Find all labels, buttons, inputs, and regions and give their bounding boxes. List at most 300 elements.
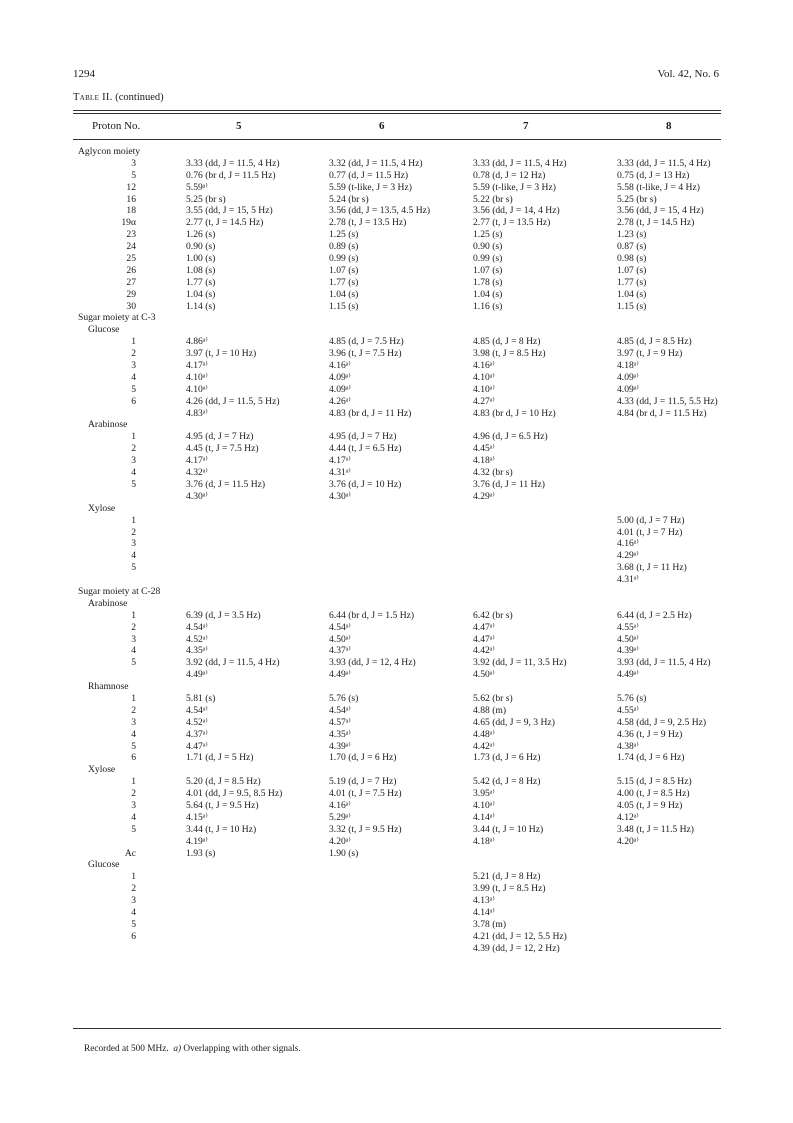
shift-compound-6: 3.96 (t, J = 7.5 Hz): [329, 348, 402, 360]
shift-compound-5: 4.83ᵃ⁾: [186, 407, 208, 419]
table-row: [0, 907, 793, 919]
proton-number: 3: [131, 799, 136, 811]
shift-compound-8: 0.98 (s): [617, 253, 647, 265]
table-row: [0, 859, 793, 871]
shift-compound-7: 4.42ᵃ⁾: [473, 645, 495, 657]
shift-compound-8: 4.39ᵃ⁾: [617, 645, 639, 657]
shift-compound-5: 1.77 (s): [186, 276, 216, 288]
table-row: [0, 479, 793, 491]
shift-compound-5: 4.26 (dd, J = 11.5, 5 Hz): [186, 395, 280, 407]
shift-compound-8: 3.68 (t, J = 11 Hz): [617, 562, 687, 574]
table-row: [0, 919, 793, 931]
shift-compound-8: 4.05 (t, J = 9 Hz): [617, 799, 683, 811]
shift-compound-6: 4.54ᵃ⁾: [329, 704, 351, 716]
table-row: [0, 657, 793, 669]
table-row: [0, 372, 793, 384]
shift-compound-7: 4.50ᵃ⁾: [473, 669, 495, 681]
table-row: [0, 241, 793, 253]
table-caption-continued: (continued): [115, 92, 164, 103]
proton-number: 5: [131, 562, 136, 574]
shift-compound-5: 1.08 (s): [186, 264, 216, 276]
shift-compound-5: 1.00 (s): [186, 253, 216, 265]
shift-compound-5: 0.76 (br d, J = 11.5 Hz): [186, 169, 276, 181]
proton-number: 3: [131, 538, 136, 550]
shift-compound-6: 0.89 (s): [329, 241, 359, 253]
shift-compound-6: 5.24 (br s): [329, 193, 369, 205]
table-footnote: [84, 1044, 301, 1054]
shift-compound-6: 1.90 (s): [329, 847, 359, 859]
table-row: [0, 848, 793, 860]
shift-compound-8: 5.58 (t-like, J = 4 Hz): [617, 181, 700, 193]
table-row: [0, 443, 793, 455]
shift-compound-6: 4.95 (d, J = 7 Hz): [329, 431, 397, 443]
shift-compound-5: 5.81 (s): [186, 692, 216, 704]
proton-number: 1: [131, 871, 136, 883]
shift-compound-8: 5.25 (br s): [617, 193, 657, 205]
shift-compound-7: 3.95ᵃ⁾: [473, 788, 495, 800]
table-row: [0, 788, 793, 800]
shift-compound-5: 4.52ᵃ⁾: [186, 633, 208, 645]
shift-compound-5: 5.59ᵃ⁾: [186, 181, 208, 193]
proton-number: 6: [131, 752, 136, 764]
table-row: [0, 634, 793, 646]
shift-compound-8: 1.77 (s): [617, 276, 647, 288]
shift-compound-6: 4.09ᵃ⁾: [329, 371, 351, 383]
table-caption-label: Table II.: [73, 92, 113, 103]
shift-compound-7: 3.56 (dd, J = 14, 4 Hz): [473, 205, 560, 217]
table-row: [0, 491, 793, 503]
shift-compound-7: 2.77 (t, J = 13.5 Hz): [473, 217, 551, 229]
table-row: [0, 645, 793, 657]
shift-compound-8: 4.55ᵃ⁾: [617, 704, 639, 716]
shift-compound-7: 4.48ᵃ⁾: [473, 728, 495, 740]
shift-compound-8: 3.93 (dd, J = 11.5, 4 Hz): [617, 657, 711, 669]
table-row: [0, 324, 793, 336]
shift-compound-5: 4.35ᵃ⁾: [186, 645, 208, 657]
shift-compound-8: 4.09ᵃ⁾: [617, 383, 639, 395]
table-row: [0, 812, 793, 824]
shift-compound-6: 4.20ᵃ⁾: [329, 835, 351, 847]
shift-compound-7: 4.18ᵃ⁾: [473, 835, 495, 847]
shift-compound-7: 3.33 (dd, J = 11.5, 4 Hz): [473, 157, 567, 169]
shift-compound-8: 3.56 (dd, J = 15, 4 Hz): [617, 205, 704, 217]
shift-compound-8: 3.33 (dd, J = 11.5, 4 Hz): [617, 157, 711, 169]
shift-compound-5: 4.10ᵃ⁾: [186, 383, 208, 395]
table-row: [0, 824, 793, 836]
shift-compound-5: 4.32ᵃ⁾: [186, 467, 208, 479]
shift-compound-7: 1.25 (s): [473, 229, 503, 241]
sugar-label: Xylose: [88, 502, 116, 514]
proton-number: 4: [131, 645, 136, 657]
proton-number: 1: [131, 431, 136, 443]
shift-compound-6: 4.50ᵃ⁾: [329, 633, 351, 645]
table-row: [0, 336, 793, 348]
sugar-label: Arabinose: [88, 597, 128, 609]
table-row: [0, 408, 793, 420]
shift-compound-8: 0.87 (s): [617, 241, 647, 253]
table-row: [0, 455, 793, 467]
proton-number: 4: [131, 371, 136, 383]
table-row: [0, 301, 793, 313]
shift-compound-7: 4.29ᵃ⁾: [473, 490, 495, 502]
shift-compound-6: 4.39ᵃ⁾: [329, 740, 351, 752]
shift-compound-7: 1.73 (d, J = 6 Hz): [473, 752, 541, 764]
shift-compound-6: 0.77 (d, J = 11.5 Hz): [329, 169, 409, 181]
shift-compound-7: 1.78 (s): [473, 276, 503, 288]
proton-number: 5: [131, 823, 136, 835]
shift-compound-5: 1.71 (d, J = 5 Hz): [186, 752, 254, 764]
table-row: [0, 538, 793, 550]
shift-compound-5: 2.77 (t, J = 14.5 Hz): [186, 217, 264, 229]
shift-compound-7: 4.47ᵃ⁾: [473, 633, 495, 645]
shift-compound-8: 4.09ᵃ⁾: [617, 371, 639, 383]
footnote-text: Overlapping with other signals.: [183, 1044, 301, 1054]
table-row: [0, 550, 793, 562]
top-rule-double: [73, 113, 721, 114]
table-row: [0, 527, 793, 539]
shift-compound-6: 4.57ᵃ⁾: [329, 716, 351, 728]
shift-compound-8: 4.49ᵃ⁾: [617, 669, 639, 681]
table-row: [0, 158, 793, 170]
shift-compound-8: 3.97 (t, J = 9 Hz): [617, 348, 683, 360]
shift-compound-8: 0.75 (d, J = 13 Hz): [617, 169, 690, 181]
proton-number: Ac: [124, 847, 136, 859]
shift-compound-8: 5.00 (d, J = 7 Hz): [617, 514, 685, 526]
shift-compound-6: 1.77 (s): [329, 276, 359, 288]
table-caption: [73, 92, 164, 103]
proton-number: 1: [131, 336, 136, 348]
shift-compound-6: 4.83 (br d, J = 11 Hz): [329, 407, 412, 419]
shift-compound-8: 4.36 (t, J = 9 Hz): [617, 728, 683, 740]
table-row: [0, 586, 793, 598]
shift-compound-7: 4.85 (d, J = 8 Hz): [473, 336, 541, 348]
shift-compound-6: 4.26ᵃ⁾: [329, 395, 351, 407]
proton-number: 30: [126, 300, 136, 312]
proton-number: 25: [126, 253, 136, 265]
shift-compound-6: 2.78 (t, J = 13.5 Hz): [329, 217, 407, 229]
shift-compound-6: 1.07 (s): [329, 264, 359, 276]
table-row: [0, 265, 793, 277]
proton-number: 6: [131, 395, 136, 407]
table-row: [0, 598, 793, 610]
proton-number: 6: [131, 930, 136, 942]
section-label: Sugar moiety at C-3: [78, 312, 156, 324]
shift-compound-6: 4.49ᵃ⁾: [329, 669, 351, 681]
shift-compound-5: 3.44 (t, J = 10 Hz): [186, 823, 257, 835]
proton-number: 1: [131, 514, 136, 526]
shift-compound-5: 4.54ᵃ⁾: [186, 704, 208, 716]
shift-compound-5: 3.97 (t, J = 10 Hz): [186, 348, 257, 360]
table-row: [0, 800, 793, 812]
shift-compound-5: 4.15ᵃ⁾: [186, 811, 208, 823]
shift-compound-5: 3.76 (d, J = 11.5 Hz): [186, 478, 266, 490]
shift-compound-6: 5.76 (s): [329, 692, 359, 704]
table-row: [0, 622, 793, 634]
shift-compound-6: 1.04 (s): [329, 288, 359, 300]
shift-compound-6: 4.16ᵃ⁾: [329, 360, 351, 372]
table-row: [0, 681, 793, 693]
bottom-rule: [73, 1028, 721, 1029]
shift-compound-6: 4.37ᵃ⁾: [329, 645, 351, 657]
shift-compound-7: 4.39 (dd, J = 12, 2 Hz): [473, 942, 560, 954]
shift-compound-7: 3.44 (t, J = 10 Hz): [473, 823, 544, 835]
table-row: [0, 467, 793, 479]
shift-compound-5: 3.55 (dd, J = 15, 5 Hz): [186, 205, 273, 217]
proton-number: 4: [131, 907, 136, 918]
shift-compound-5: 3.33 (dd, J = 11.5, 4 Hz): [186, 157, 280, 169]
shift-compound-6: 3.56 (dd, J = 13.5, 4.5 Hz): [329, 205, 431, 217]
shift-compound-8: 4.16ᵃ⁾: [617, 538, 639, 550]
table-row: [0, 419, 793, 431]
table-row: [0, 182, 793, 194]
proton-number: 2: [131, 526, 136, 538]
shift-compound-7: 4.83 (br d, J = 10 Hz): [473, 407, 556, 419]
proton-number: 5: [131, 169, 136, 181]
shift-compound-8: 4.20ᵃ⁾: [617, 835, 639, 847]
shift-compound-5: 4.86ᵃ⁾: [186, 336, 208, 348]
shift-compound-7: 4.88 (m): [473, 704, 507, 716]
shift-compound-6: 0.99 (s): [329, 253, 359, 265]
proton-number: 19α: [121, 217, 136, 229]
table-row: [0, 360, 793, 372]
proton-number: 5: [131, 383, 136, 395]
shift-compound-7: 4.10ᵃ⁾: [473, 371, 495, 383]
proton-number: 5: [131, 657, 136, 669]
table-row: [0, 764, 793, 776]
shift-compound-6: 3.76 (d, J = 10 Hz): [329, 478, 402, 490]
table-row: [0, 146, 793, 158]
shift-compound-8: 4.55ᵃ⁾: [617, 621, 639, 633]
shift-compound-7: 3.76 (d, J = 11 Hz): [473, 478, 545, 490]
proton-number: 24: [126, 241, 136, 253]
shift-compound-5: 4.10ᵃ⁾: [186, 371, 208, 383]
shift-compound-5: 1.93 (s): [186, 847, 216, 859]
shift-compound-8: 3.48 (t, J = 11.5 Hz): [617, 823, 694, 835]
table-row: [0, 871, 793, 883]
proton-number: 2: [131, 704, 136, 716]
table-row: [0, 562, 793, 574]
sugar-label: Arabinose: [88, 419, 128, 431]
shift-compound-6: 3.32 (dd, J = 11.5, 4 Hz): [329, 157, 423, 169]
shift-compound-6: 4.85 (d, J = 7.5 Hz): [329, 336, 404, 348]
shift-compound-8: 1.74 (d, J = 6 Hz): [617, 752, 685, 764]
proton-number: 27: [126, 276, 136, 288]
table-row: [0, 776, 793, 788]
shift-compound-7: 4.32 (br s): [473, 467, 513, 479]
table-row: [0, 431, 793, 443]
proton-number: 3: [131, 633, 136, 645]
shift-compound-7: 4.18ᵃ⁾: [473, 455, 495, 467]
header-compound-7: 7: [523, 120, 529, 132]
shift-compound-7: 4.14ᵃ⁾: [473, 907, 495, 918]
shift-compound-5: 6.39 (d, J = 3.5 Hz): [186, 609, 261, 621]
shift-compound-5: 4.19ᵃ⁾: [186, 835, 208, 847]
table-row: [0, 883, 793, 895]
header-rule: [73, 139, 721, 140]
table-row: [0, 705, 793, 717]
shift-compound-5: 1.26 (s): [186, 229, 216, 241]
shift-compound-7: 4.10ᵃ⁾: [473, 799, 495, 811]
header-compound-5: 5: [236, 120, 242, 132]
shift-compound-6: 4.35ᵃ⁾: [329, 728, 351, 740]
table-row: [0, 289, 793, 301]
table-row: [0, 717, 793, 729]
shift-compound-8: 4.31ᵃ⁾: [617, 574, 639, 586]
shift-compound-5: 4.45 (t, J = 7.5 Hz): [186, 443, 259, 455]
shift-compound-5: 4.30ᵃ⁾: [186, 490, 208, 502]
shift-compound-6: 4.54ᵃ⁾: [329, 621, 351, 633]
shift-compound-6: 3.32 (t, J = 9.5 Hz): [329, 823, 402, 835]
shift-compound-5: 4.52ᵃ⁾: [186, 716, 208, 728]
table-row: [0, 669, 793, 681]
shift-compound-8: 5.76 (s): [617, 692, 647, 704]
proton-number: 1: [131, 609, 136, 621]
shift-compound-6: 4.16ᵃ⁾: [329, 799, 351, 811]
shift-compound-8: 4.85 (d, J = 8.5 Hz): [617, 336, 692, 348]
shift-compound-7: 5.42 (d, J = 8 Hz): [473, 776, 541, 788]
shift-compound-5: 0.90 (s): [186, 241, 216, 253]
table-row: [0, 515, 793, 527]
table-row: [0, 229, 793, 241]
shift-compound-8: 4.38ᵃ⁾: [617, 740, 639, 752]
proton-number: 1: [131, 776, 136, 788]
proton-number: 12: [126, 181, 136, 193]
shift-compound-7: 4.14ᵃ⁾: [473, 811, 495, 823]
shift-compound-8: 4.50ᵃ⁾: [617, 633, 639, 645]
sugar-label: Rhamnose: [88, 681, 129, 693]
table-row: [0, 610, 793, 622]
shift-compound-7: 0.99 (s): [473, 253, 503, 265]
shift-compound-7: 4.45ᵃ⁾: [473, 443, 495, 455]
shift-compound-7: 6.42 (br s): [473, 609, 513, 621]
proton-number: 3: [131, 716, 136, 728]
table-row: [0, 348, 793, 360]
proton-number: 2: [131, 883, 136, 895]
shift-compound-7: 5.21 (d, J = 8 Hz): [473, 871, 541, 883]
page-number: 1294: [73, 68, 95, 80]
section-label: Aglycon moiety: [78, 146, 141, 157]
proton-number: 23: [126, 229, 136, 241]
shift-compound-6: 6.44 (br d, J = 1.5 Hz): [329, 609, 415, 621]
proton-number: 3: [131, 895, 136, 907]
shift-compound-5: 5.64 (t, J = 9.5 Hz): [186, 799, 259, 811]
table-row: [0, 943, 793, 955]
table-row: [0, 836, 793, 848]
shift-compound-5: 5.20 (d, J = 8.5 Hz): [186, 776, 261, 788]
shift-compound-7: 4.96 (d, J = 6.5 Hz): [473, 431, 548, 443]
shift-compound-5: 5.25 (br s): [186, 193, 226, 205]
shift-compound-7: 4.16ᵃ⁾: [473, 360, 495, 372]
proton-number: 4: [131, 811, 136, 823]
table-row: [0, 693, 793, 705]
volume-label: Vol. 42, No. 6: [657, 68, 719, 80]
shift-compound-8: 5.15 (d, J = 8.5 Hz): [617, 776, 692, 788]
table-row: [0, 170, 793, 182]
shift-compound-7: 4.13ᵃ⁾: [473, 895, 495, 907]
shift-compound-8: 4.18ᵃ⁾: [617, 360, 639, 372]
proton-number: 3: [131, 157, 136, 169]
sugar-label: Glucose: [88, 324, 120, 336]
proton-number: 3: [131, 360, 136, 372]
shift-compound-5: 4.95 (d, J = 7 Hz): [186, 431, 254, 443]
header-compound-6: 6: [379, 120, 385, 132]
table-row: [0, 384, 793, 396]
sugar-label: Xylose: [88, 764, 116, 776]
table-body: [0, 146, 793, 955]
shift-compound-7: 3.99 (t, J = 8.5 Hz): [473, 883, 546, 895]
shift-compound-7: 0.78 (d, J = 12 Hz): [473, 169, 546, 181]
shift-compound-5: 4.01 (dd, J = 9.5, 8.5 Hz): [186, 788, 283, 800]
shift-compound-6: 5.59 (t-like, J = 3 Hz): [329, 181, 412, 193]
shift-compound-8: 4.29ᵃ⁾: [617, 550, 639, 562]
shift-compound-8: 1.23 (s): [617, 229, 647, 241]
proton-number: 18: [126, 205, 136, 217]
shift-compound-6: 1.15 (s): [329, 300, 359, 312]
shift-compound-5: 4.47ᵃ⁾: [186, 740, 208, 752]
proton-number: 4: [131, 728, 136, 740]
shift-compound-8: 4.01 (t, J = 7 Hz): [617, 526, 683, 538]
proton-number: 29: [126, 288, 136, 300]
proton-number: 5: [131, 740, 136, 752]
header-compound-8: 8: [666, 120, 672, 132]
shift-compound-5: 4.17ᵃ⁾: [186, 360, 208, 372]
table-row: [0, 741, 793, 753]
table-row: [0, 277, 793, 289]
proton-number: 4: [131, 550, 136, 562]
shift-compound-7: 4.27ᵃ⁾: [473, 395, 495, 407]
proton-number: 5: [131, 478, 136, 490]
shift-compound-8: 4.58 (dd, J = 9, 2.5 Hz): [617, 716, 707, 728]
shift-compound-5: 4.37ᵃ⁾: [186, 728, 208, 740]
shift-compound-7: 5.62 (br s): [473, 692, 513, 704]
shift-compound-6: 4.09ᵃ⁾: [329, 383, 351, 395]
shift-compound-7: 3.92 (dd, J = 11, 3.5 Hz): [473, 657, 567, 669]
shift-compound-8: 2.78 (t, J = 14.5 Hz): [617, 217, 695, 229]
proton-number: 2: [131, 621, 136, 633]
shift-compound-7: 4.21 (dd, J = 12, 5.5 Hz): [473, 930, 567, 942]
table-row: [0, 253, 793, 265]
proton-number: 26: [126, 264, 136, 276]
table-row: [0, 217, 793, 229]
header-proton-no: Proton No.: [92, 120, 141, 132]
shift-compound-6: 4.17ᵃ⁾: [329, 455, 351, 467]
proton-number: 2: [131, 788, 136, 800]
shift-compound-8: 4.33 (dd, J = 11.5, 5.5 Hz): [617, 395, 718, 407]
shift-compound-8: 1.04 (s): [617, 288, 647, 300]
shift-compound-5: 4.54ᵃ⁾: [186, 621, 208, 633]
proton-number: 2: [131, 348, 136, 360]
shift-compound-5: 1.14 (s): [186, 300, 216, 312]
shift-compound-7: 3.98 (t, J = 8.5 Hz): [473, 348, 546, 360]
shift-compound-8: 6.44 (d, J = 2.5 Hz): [617, 609, 692, 621]
proton-number: 1: [131, 692, 136, 704]
shift-compound-6: 3.93 (dd, J = 12, 4 Hz): [329, 657, 416, 669]
footnote-marker: a): [173, 1044, 182, 1054]
shift-compound-7: 1.07 (s): [473, 264, 503, 276]
shift-compound-7: 5.59 (t-like, J = 3 Hz): [473, 181, 556, 193]
shift-compound-7: 4.10ᵃ⁾: [473, 383, 495, 395]
table-row: [0, 194, 793, 206]
table-row: [0, 895, 793, 907]
shift-compound-6: 4.31ᵃ⁾: [329, 467, 351, 479]
shift-compound-8: 4.84 (br d, J = 11.5 Hz): [617, 407, 707, 419]
shift-compound-7: 4.65 (dd, J = 9, 3 Hz): [473, 716, 555, 728]
table-row: [0, 205, 793, 217]
proton-number: 3: [131, 455, 136, 467]
shift-compound-5: 4.17ᵃ⁾: [186, 455, 208, 467]
sugar-label: Glucose: [88, 859, 120, 871]
shift-compound-5: 3.92 (dd, J = 11.5, 4 Hz): [186, 657, 280, 669]
